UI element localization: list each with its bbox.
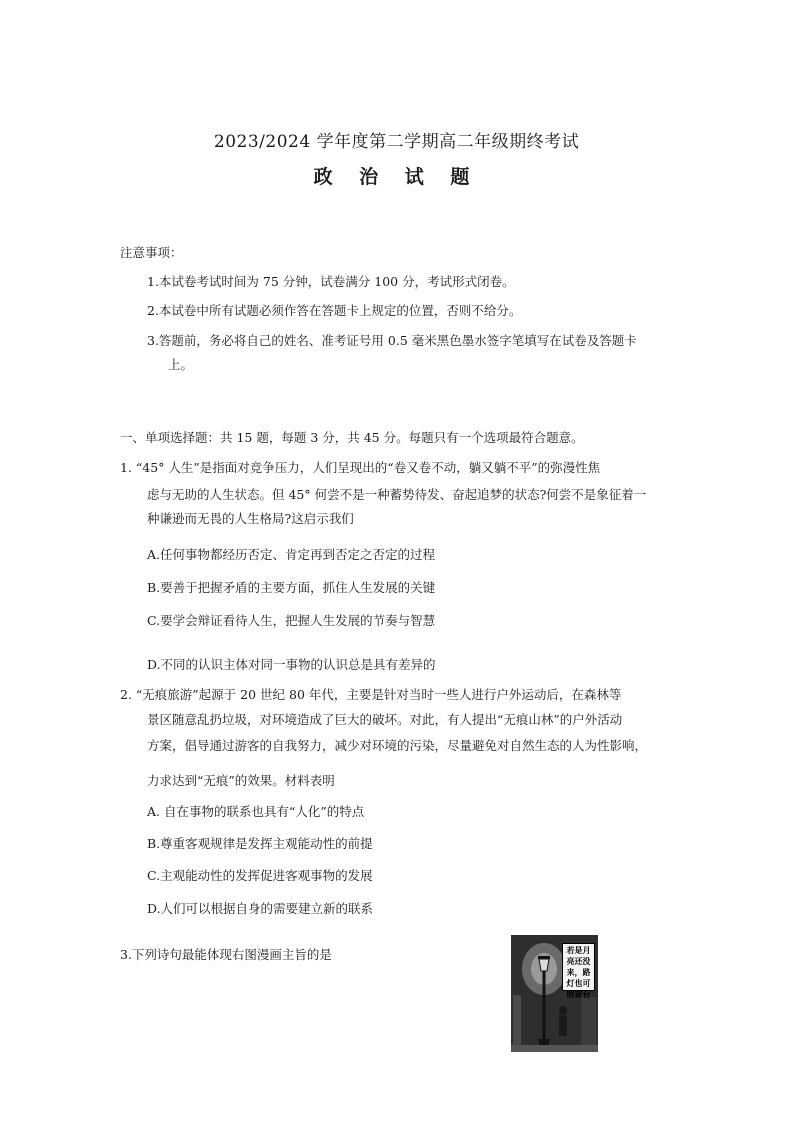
q2-stem-line-2: 景区随意乱扔垃圾，对环境造成了巨大的破坏。对此，有人提出“无痕山林”的户外活动 [147, 712, 623, 727]
notice-item-3-cont: 上。 [168, 357, 194, 372]
q3-stem: 3.下列诗句最能体现右图漫画主旨的是 [120, 947, 332, 962]
q1-option-c[interactable]: C.要学会辩证看待人生，把握人生发展的节奏与智慧 [147, 613, 436, 628]
q2-stem-line-1: 2. “无痕旅游”起源于 20 世纪 80 年代，主要是针对当时一些人进行户外运动后，在森林等 [120, 687, 622, 702]
q1-stem-line-1: 1. “45° 人生”是指面对竞争压力，人们呈现出的“卷又卷不动，躺又躺不平”的弥漫性焦 [120, 460, 601, 475]
q2-option-c[interactable]: C.主观能动性的发挥促进客观事物的发展 [147, 868, 373, 883]
q2-option-d[interactable]: D.人们可以根据自身的需要建立新的联系 [147, 901, 374, 916]
subject-title: 政 治 试 题 [313, 166, 480, 188]
q1-stem-line-3: 种谦逊而无畏的人生格局?这启示我们 [147, 511, 354, 526]
q1-option-d[interactable]: D.不同的认识主体对同一事物的认识总是具有差异的 [147, 657, 436, 672]
q1-stem-line-2: 虑与无助的人生状态。但 45° 何尝不是一种蓄势待发、奋起追梦的状态?何尝不是象征着一 [147, 487, 647, 502]
q2-stem-line-3: 方案，倡导通过游客的自我努力，减少对环境的污染，尽量避免对自然生态的人为性影响， [147, 738, 648, 753]
section-heading: 一、单项选择题：共 15 题，每题 3 分，共 45 分。每题只有一个选项最符合题意。 [120, 430, 584, 445]
notice-item-1: 1.本试卷考试时间为 75 分钟，试卷满分 100 分，考试形式闭卷。 [147, 274, 515, 289]
exam-title: 2023/2024 学年度第二学期高二年级期终考试 [213, 132, 580, 152]
q2-option-a[interactable]: A. 自在事物的联系也具有“人化”的特点 [147, 804, 365, 819]
cartoon-caption: 若是月亮还没来，路灯也可照窗台 [562, 943, 595, 991]
cartoon-image [511, 935, 598, 1052]
q1-option-a[interactable]: A.任何事物都经历否定、肯定再到否定之否定的过程 [147, 547, 436, 562]
q1-option-b[interactable]: B.要善于把握矛盾的主要方面，抓住人生发展的关键 [147, 580, 436, 595]
notice-heading: 注意事项： [120, 245, 183, 260]
q2-stem-line-4: 力求达到“无痕”的效果。材料表明 [147, 773, 335, 788]
notice-item-3: 3.答题前，务必将自己的姓名、准考证号用 0.5 毫米黑色墨水签字笔填写在试卷及答题卡 [147, 333, 637, 348]
q2-option-b[interactable]: B.尊重客观规律是发挥主观能动性的前提 [147, 836, 373, 851]
notice-item-2: 2.本试卷中所有试题必须作答在答题卡上规定的位置，否则不给分。 [147, 303, 522, 318]
